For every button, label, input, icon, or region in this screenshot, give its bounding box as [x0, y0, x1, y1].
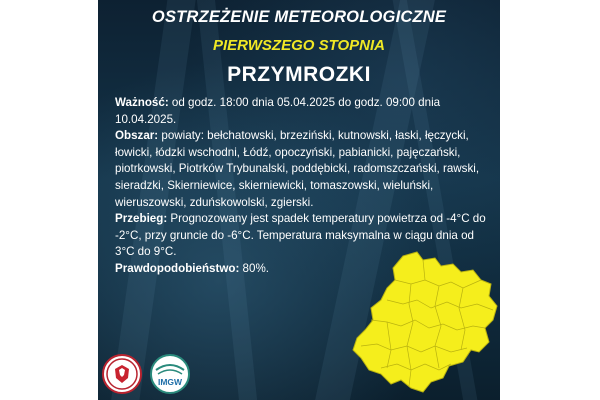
warning-type: PRZYMROZKI — [227, 63, 371, 86]
emblem-logo — [102, 354, 142, 394]
area-label: Obszar: — [115, 129, 159, 143]
course-label: Przebieg: — [115, 212, 168, 226]
imgw-text: IMGW — [157, 377, 183, 387]
warning-title: OSTRZEŻENIE METEOROLOGICZNE — [151, 8, 447, 26]
region-map-outline — [353, 252, 497, 392]
area-paragraph — [115, 128, 495, 211]
eagle-icon — [104, 356, 140, 392]
area-text: powiaty: bełchatowski, brzeziński, kutnowski, łaski, łęczycki, łowicki, łódzki wschodni, Łódź, opoczyński, pabianicki, pajęczański, piotrkowski, Piotrków Trybunalski, poddębicki, radomszczański, rawski, sieradzki, Skierniewice, skierniewicki, tomaszowski, wieluński, wieruszowski, zduńskowolski, zgierski. — [115, 129, 480, 209]
imgw-logo — [150, 354, 190, 394]
course-text: Prognozowany jest spadek temperatury powietrza od -4°C do -2°C, przy gruncie do -6°C. Temperatura maksymalna w ciągu dnia od 3°C do 9°C. — [115, 212, 486, 259]
validity-paragraph — [115, 95, 495, 128]
probability-label: Prawdopodobieństwo: — [115, 261, 240, 275]
validity-text: od godz. 18:00 dnia 05.04.2025 do godz. 09:00 dnia 10.04.2025. — [115, 96, 441, 126]
warning-level: PIERWSZEGO STOPNIA — [213, 37, 385, 54]
probability-text: 80%. — [242, 261, 269, 275]
validity-label: Ważność: — [115, 96, 169, 109]
region-map — [351, 250, 499, 395]
warning-panel — [98, 0, 500, 400]
